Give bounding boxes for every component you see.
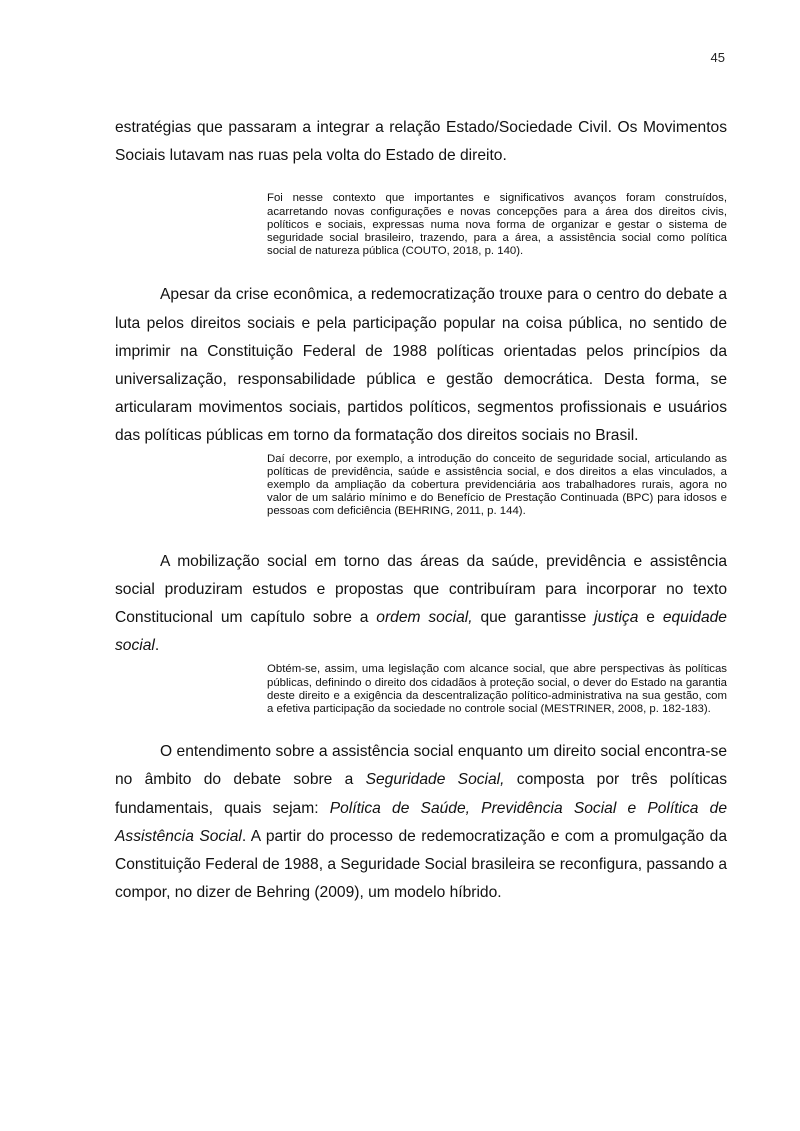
term-politicas: Política de Saúde, Previdência Social e Política de Assistência Social: [115, 799, 727, 845]
page-number: 45: [710, 50, 725, 65]
block-quote-behring: Daí decorre, por exemplo, a introdução do conceito de seguridade social, articulando as políticas de previdência, saúde e assistência social, e dos direitos a elas vinculados, a exemplo da ampliação da cobertura previdenciária aos trabalhadores rurais, agora no valor de um salário mínimo e do Benefício de Prestação Continuada (BPC) para idosos e pessoas com deficiência (BEHRING, 2011, p. 144).: [267, 452, 727, 518]
block-quote-mestriner: Obtém-se, assim, uma legislação com alcance social, que abre perspectivas às políticas públicas, definindo o direito dos cidadãos à proteção social, o dever do Estado na garantia deste direito e a exigência da descentralização político-administrativa na sua gestão, com a efetiva participação da sociedade no controle social (MESTRINER, 2008, p. 182-183).: [267, 663, 727, 716]
paragraph-2: Apesar da crise econômica, a redemocratização trouxe para o centro do debate a luta pelos direitos sociais e pela participação popular na coisa pública, no sentido de imprimir na Constituição Federal de 1988 políticas orientadas pelos princípios da universalização, responsabilidade pública e gestão democrática. Desta forma, se articularam movimentos sociais, partidos políticos, segmentos profissionais e usuários das políticas públicas em torno da formatação dos direitos sociais no Brasil.: [115, 286, 727, 445]
term-justica: justiça: [594, 609, 639, 627]
paragraph-3-text-c: que garantisse: [472, 609, 595, 627]
block-quote-couto: Foi nesse contexto que importantes e significativos avanços foram construídos, acarretando novas configurações e novas concepções para a área dos direitos civis, políticos e sociais, expressas numa nova forma de organizar e gestar o sistema de seguridade social brasileiro, trazendo, para a área, a assistência social como política social de natureza pública (COUTO, 2018, p. 140).: [267, 192, 727, 258]
paragraph-4: [115, 738, 727, 907]
term-seguridade-social: Seguridade Social,: [365, 771, 505, 789]
paragraph-3: [115, 548, 727, 661]
page-body: [115, 114, 727, 908]
paragraph-4-text-c: composta por três políticas fundamentais, quais sejam:: [115, 771, 727, 817]
term-ordem-social: ordem social,: [376, 609, 473, 627]
paragraph-3-text-e: e: [638, 609, 663, 627]
term-equidade-social: equidade social: [115, 609, 727, 655]
paragraph-3-text-g: .: [154, 637, 160, 655]
paragraph-4-text-a: O entendimento sobre a assistência social enquanto um direito social encontra-se no âmbito do debate sobre a: [115, 743, 727, 789]
paragraph-1: estratégias que passaram a integrar a relação Estado/Sociedade Civil. Os Movimentos Sociais lutavam nas ruas pela volta do Estado de direito.: [115, 119, 727, 165]
paragraph-3-text-a: A mobilização social em torno das áreas da saúde, previdência e assistência social produziram estudos e propostas que contribuíram para incorporar no texto Constitucional um capítulo sobre a: [115, 552, 727, 627]
paragraph-4-text-e: . A partir do processo de redemocratização e com a promulgação da Constituição Federal de 1988, a Seguridade Social brasileira se reconfigura, passando a compor, no dizer de Behring (2009), um modelo híbrido.: [115, 827, 728, 902]
